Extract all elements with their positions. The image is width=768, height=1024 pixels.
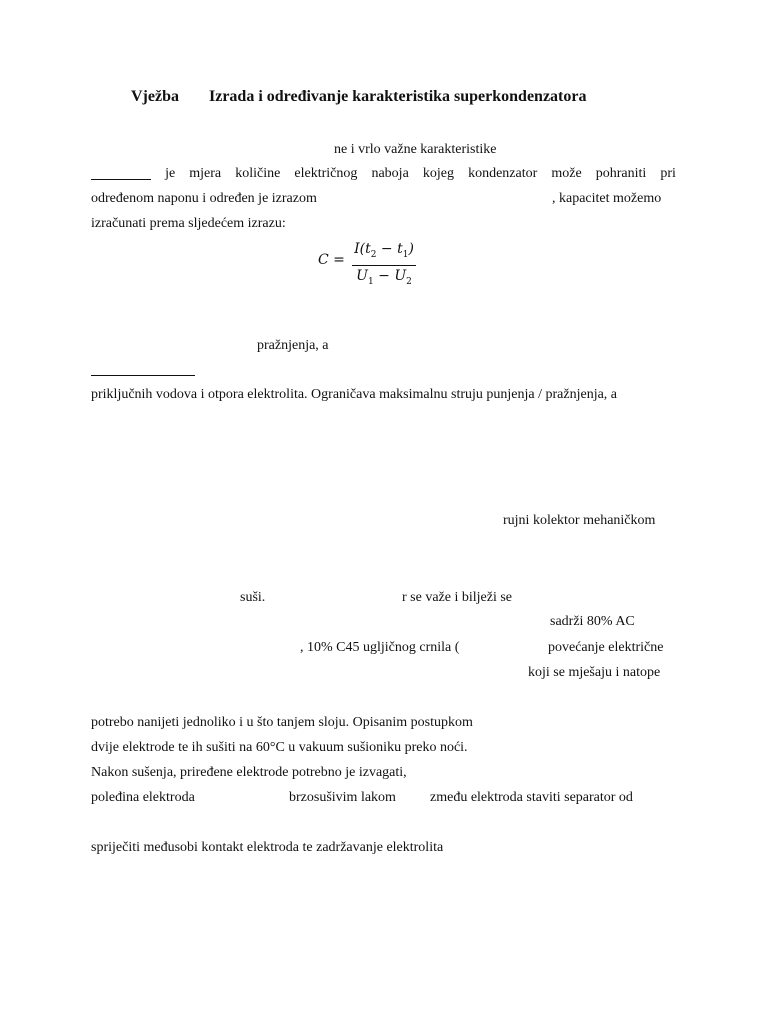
text-line-16c: zmeđu elektroda staviti separator od xyxy=(430,790,633,805)
formula-fraction xyxy=(352,240,416,291)
word: je xyxy=(165,166,176,181)
text-line-1: ne i vrlo važne karakteristike xyxy=(334,142,497,157)
capacitance-formula xyxy=(318,240,428,287)
word: pri xyxy=(660,166,676,181)
text-line-3a: određenom naponu i određen je izrazom xyxy=(91,191,317,206)
text-line-16b: brzosušivim lakom xyxy=(289,790,396,805)
text-line-9a: suši. xyxy=(240,590,266,605)
word: naboja xyxy=(371,166,409,181)
text-line-9b: r se važe i bilježi se xyxy=(402,590,513,605)
word: pohraniti xyxy=(595,166,647,181)
text-line-14: dvije elektrode te ih sušiti na 60°C u vakuum sušioniku preko noći. xyxy=(91,740,468,755)
text-line-5: pražnjenja, a xyxy=(257,338,329,353)
text-line-8: rujni kolektor mehaničkom xyxy=(503,513,656,528)
fill-in-blank xyxy=(91,166,151,180)
text-line-16a: poleđina elektroda xyxy=(91,790,195,805)
formula-denominator: $U_1 - U_2$ xyxy=(356,267,412,287)
text-line-17: spriječiti međusobi kontakt elektroda te zadržavanje elektrolita xyxy=(91,840,444,855)
text-line-4: izračunati prema sljedećem izrazu: xyxy=(91,216,286,231)
page-title: Izrada i određivanje karakteristika superkondenzatora xyxy=(209,88,587,105)
fraction-bar xyxy=(352,265,416,266)
formula-lhs: C = xyxy=(318,252,345,268)
exercise-label: Vježba xyxy=(131,88,179,105)
text-line-7: priključnih vodova i otpora elektrolita. Ograničava maksimalnu struju punjenja / pražnjenja, a xyxy=(91,387,618,402)
text-line-10: sadrži 80% AC xyxy=(550,614,635,629)
word: kondenzator xyxy=(468,166,538,181)
text-line-3b: , kapacitet možemo xyxy=(552,191,662,206)
word: mjera xyxy=(189,166,222,181)
formula-numerator: $I(t_2 - t_1)$ xyxy=(354,241,414,260)
fill-in-blank xyxy=(91,362,195,376)
text-line-13: potrebo nanijeti jednoliko i u što tanjem sloju. Opisanim postupkom xyxy=(91,715,473,730)
word: kojeg xyxy=(422,166,454,181)
word: može xyxy=(551,166,582,181)
text-line-15: Nakon sušenja, priređene elektrode potrebno je izvagati, xyxy=(91,765,407,780)
text-line-11a: , 10% C45 ugljičnog crnila ( xyxy=(300,640,460,655)
word: količine xyxy=(235,166,281,181)
text-line-2 xyxy=(91,166,676,182)
word: električnog xyxy=(294,166,358,181)
text-line-12: koji se mješaju i natope xyxy=(528,665,661,680)
fill-in-blank-line xyxy=(91,362,195,381)
text-line-11b: povećanje električne xyxy=(548,640,664,655)
